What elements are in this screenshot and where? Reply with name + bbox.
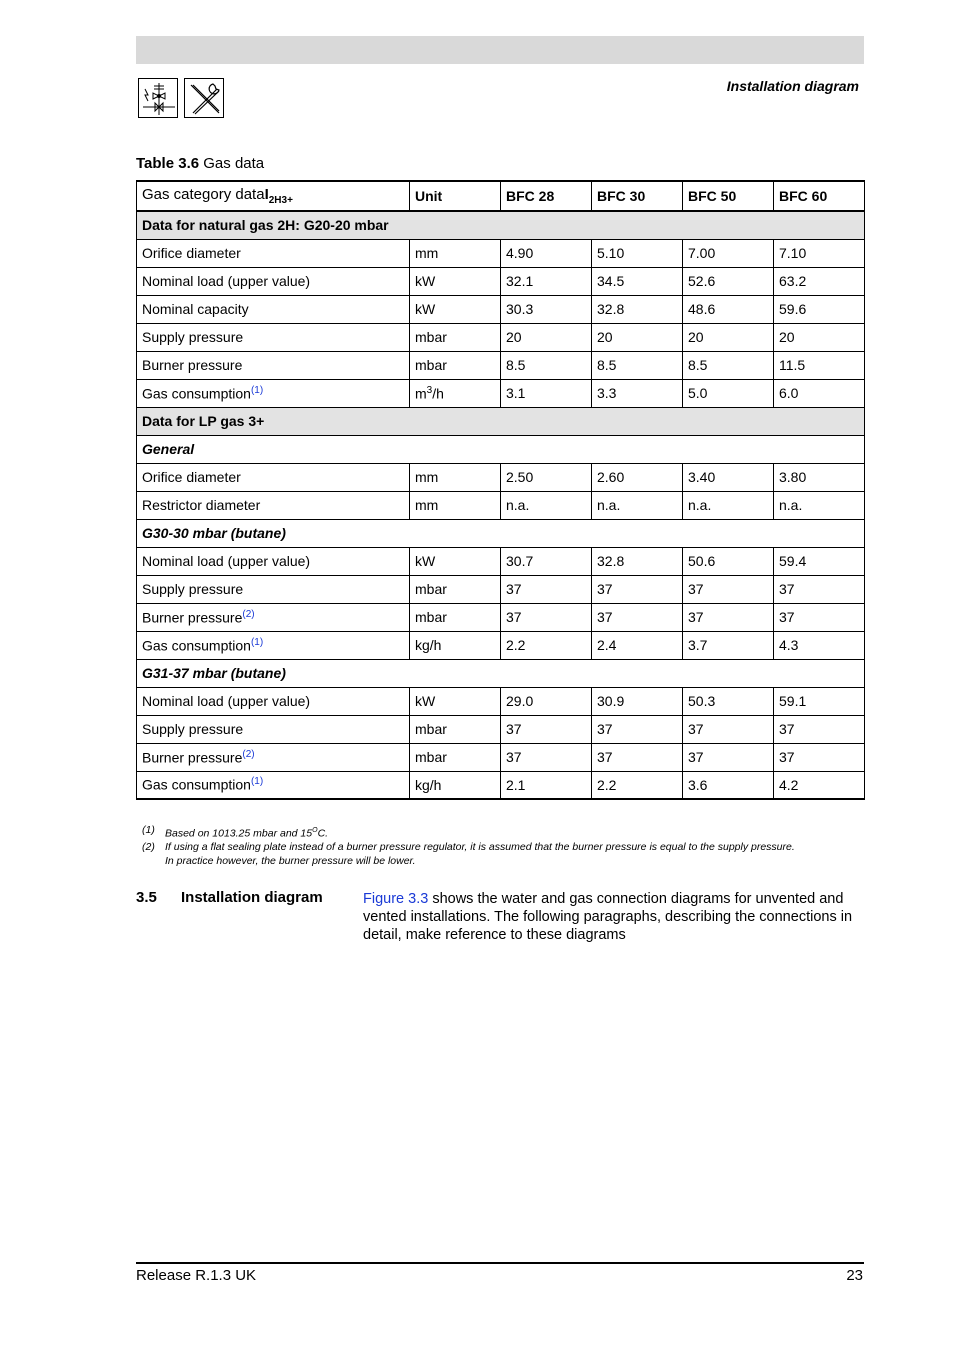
header-gas-category: Gas category dataI$_{2H3+}$ (137, 181, 410, 211)
table-row: Orifice diameter mm 4.90 5.10 7.00 7.10 (137, 239, 865, 267)
table-row: Supply pressure mbar 20 20 20 20 (137, 323, 865, 351)
table-row: Orifice diameter mm 2.50 2.60 3.40 3.80 (137, 463, 865, 491)
table-row: Burner pressure$^{(2)}$ mbar 37 37 37 37 (137, 603, 865, 631)
footnote-1: (1) Based on 1013.25 mbar and $15^OC$. (142, 824, 329, 840)
header-model: BFC 30 (592, 181, 683, 211)
footnote-ref[interactable]: (2) (242, 608, 255, 620)
table-caption (136, 155, 264, 172)
footer-divider (136, 1262, 864, 1264)
subsection-row: G30-30 mbar (butane) (137, 519, 865, 547)
header-bar (136, 36, 864, 64)
table-row: Supply pressure mbar 37 37 37 37 (137, 715, 865, 743)
table-row: Restrictor diameter mm n.a. n.a. n.a. n.a. (137, 491, 865, 519)
footnote-ref[interactable]: (1) (250, 636, 264, 648)
release-label: Release R.1.3 UK (136, 1267, 257, 1284)
page-number: 23 (846, 1267, 863, 1284)
footnote-2-continued: In practice however, the burner pressure will be lower. (165, 854, 416, 867)
subsection-row: General (137, 435, 865, 463)
header-model: BFC 60 (774, 181, 865, 211)
gas-valve-icon (138, 78, 178, 118)
header-unit: Unit (410, 181, 501, 211)
tools-icon (184, 78, 224, 118)
subsection-row: G31-37 mbar (butane) (137, 659, 865, 687)
table-footnotes (142, 824, 795, 868)
section-body: Figure 3.3 shows the water and gas connection diagrams for unvented and vented installations. The following paragraphs, describing the connections in detail, make reference to these diagrams (363, 891, 853, 943)
footnote-ref[interactable]: (1) (250, 776, 264, 788)
gas-data-table (136, 180, 865, 800)
table-row: Nominal load (upper value) kW 29.0 30.9 50.3 59.1 (137, 687, 865, 715)
table-row: Nominal capacity kW 30.3 32.8 48.6 59.6 (137, 295, 865, 323)
table-row: Nominal load (upper value) kW 30.7 32.8 50.6 59.4 (137, 547, 865, 575)
table-row: Gas consumption$^{(1)}$ kg/h 2.1 2.2 3.6 4.2 (137, 771, 865, 799)
header-model: BFC 28 (501, 181, 592, 211)
footnote-ref[interactable]: (2) (242, 748, 255, 760)
section-number: 3.5 (136, 889, 157, 906)
header-model: BFC 50 (683, 181, 774, 211)
table-row: Nominal load (upper value) kW 32.1 34.5 52.6 63.2 (137, 267, 865, 295)
figure-link[interactable]: Figure 3.3 (363, 891, 429, 907)
table-row: Supply pressure mbar 37 37 37 37 (137, 575, 865, 603)
section-row: Data for LP gas 3+ (137, 407, 865, 435)
table-caption-text: Gas data (203, 155, 265, 172)
footnote-ref[interactable]: (1) (250, 384, 264, 396)
table-row: Gas consumption$^{(1)}$ $m^3/h$ 3.1 3.3 5.0 6.0 (137, 379, 865, 407)
table-caption-label: Table 3.6 (136, 155, 200, 172)
table-row: Burner pressure mbar 8.5 8.5 8.5 11.5 (137, 351, 865, 379)
running-header-title: Installation diagram (726, 78, 859, 94)
footnote-2: (2) If using a flat sealing plate instead of a burner pressure regulator, it is assumed that the burner pressure is equal to the supply pressure. (142, 841, 795, 853)
table-row: Gas consumption$^{(1)}$ kg/h 2.2 2.4 3.7 4.3 (137, 631, 865, 659)
section-heading: Installation diagram (181, 889, 323, 906)
table-header-row (137, 181, 865, 211)
table-row: Burner pressure$^{(2)}$ mbar 37 37 37 37 (137, 743, 865, 771)
header-icons (138, 78, 224, 118)
section-row: Data for natural gas 2H: G20-20 mbar (137, 211, 865, 239)
